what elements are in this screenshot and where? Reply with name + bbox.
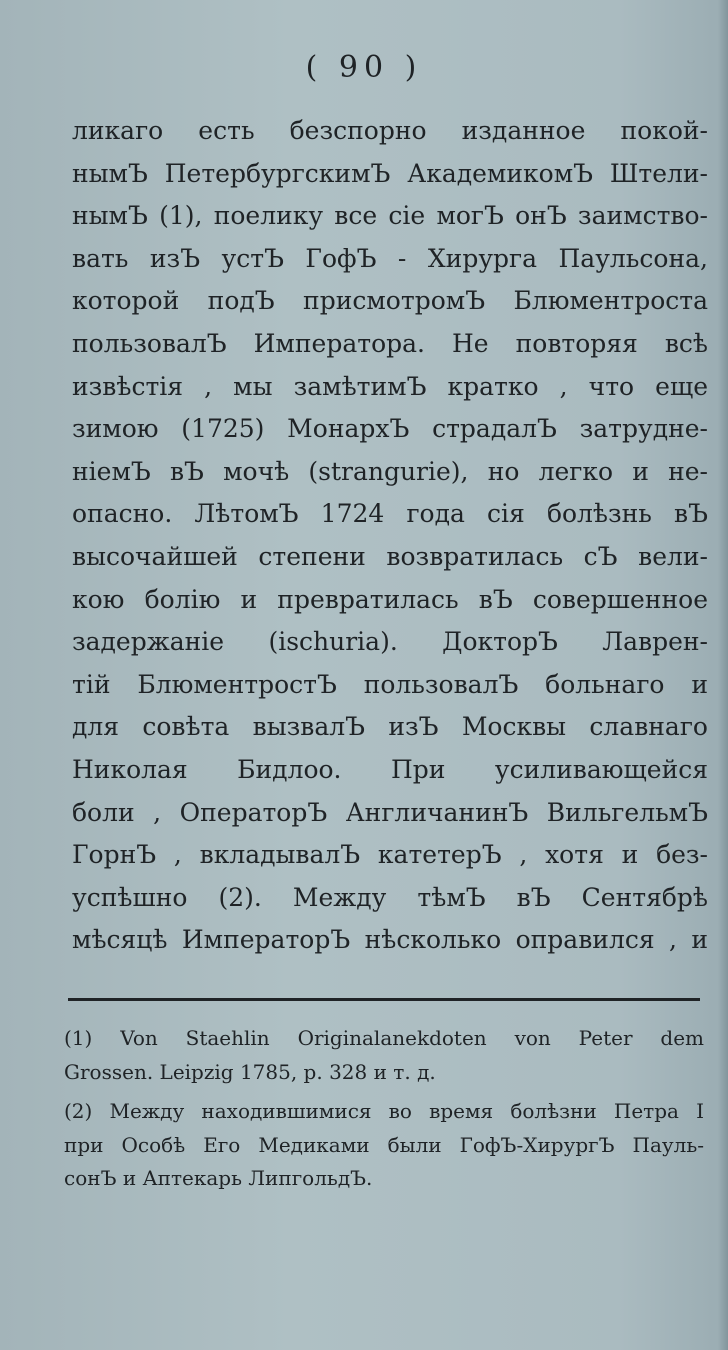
- text-line: для совѣта вызвалЪ изЪ Москвы славнаго: [72, 712, 708, 742]
- page-edge-shadow: [718, 0, 728, 1350]
- text-line: пользовалЪ Императора. Не повторяя всѣ: [72, 328, 708, 358]
- text-line: успѣшно (2). Между тѣмЪ вЪ Сентябрѣ: [72, 882, 708, 912]
- text-line: задержаніе (ischuria). ДокторЪ Лаврен-: [72, 627, 708, 657]
- text-line: боли , ОператорЪ АнгличанинЪ ВильгельмЪ: [72, 797, 708, 827]
- footnote-2: [64, 1095, 704, 1196]
- footnote-1: [64, 1022, 704, 1089]
- text-line: нымЪ (1), поелику все сіе могЪ онЪ заимство-: [72, 201, 708, 231]
- text-line: нымЪ ПетербургскимЪ АкадемикомЪ Штели-: [72, 158, 708, 188]
- text-line: Николая Бидлоо. При усиливающейся: [72, 754, 708, 784]
- text-line: ніемЪ вЪ мочѣ (strangurie), но легко и не-: [72, 456, 708, 486]
- text-line: извѣстія , мы замѣтимЪ кратко , что еще: [72, 371, 708, 401]
- footnotes: [64, 1022, 704, 1196]
- page-number: ( 90 ): [305, 50, 423, 85]
- text-line: высочайшей степени возвратилась сЪ вели-: [72, 541, 708, 571]
- text-line: зимою (1725) МонархЪ страдалЪ затрудне-: [72, 414, 708, 444]
- text-line: ГорнЪ , вкладывалЪ катетерЪ , хотя и без-: [72, 840, 708, 870]
- text-line: кою болію и превратилась вЪ совершенное: [72, 584, 708, 614]
- footnote-line: при Особѣ Его Медиками были ГофЪ-ХирургЪ Пауль-: [64, 1132, 704, 1157]
- text-line: ликаго есть безспорно изданное покой-: [72, 116, 708, 145]
- footnote-line: Grossen. Leipzig 1785, p. 328 и т. д.: [64, 1059, 436, 1084]
- text-line: мѣсяцѣ ИмператорЪ нѣсколько оправился , и: [72, 925, 708, 955]
- footnote-divider: [68, 998, 700, 1001]
- footnote-line: сонЪ и Аптекарь ЛипгольдЪ.: [64, 1166, 373, 1190]
- text-line: опасно. ЛѣтомЪ 1724 года сія болѣзнь вЪ: [72, 499, 708, 529]
- footnote-line: (1) Von Staehlin Originalanekdoten von Peter dem: [64, 1026, 704, 1050]
- text-line: вать изЪ устЪ ГофЪ - Хирурга Паульсона,: [72, 243, 708, 273]
- footnote-line: (2) Между находившимися во время болѣзни Петра I: [64, 1099, 704, 1123]
- text-line: которой подЪ присмотромЪ Блюментроста: [72, 286, 708, 316]
- text-line: тій БлюментростЪ пользовалЪ больнаго и: [72, 669, 708, 699]
- body-text: [72, 110, 708, 962]
